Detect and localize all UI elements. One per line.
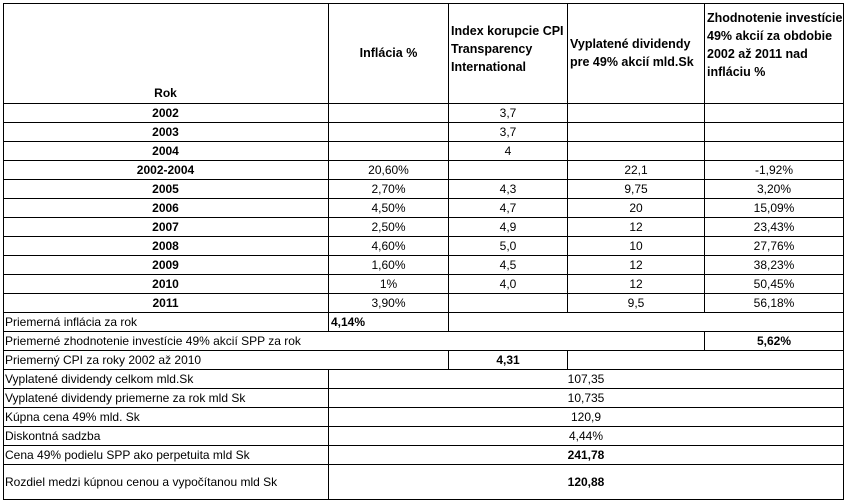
priemerny-cpi-value-text: 4,31: [496, 353, 520, 367]
cell-zhodnotenie-text: 50,45%: [753, 277, 795, 291]
cell-cpi[interactable]: [449, 199, 568, 218]
cell-zhodnotenie[interactable]: [705, 218, 844, 237]
cell-inflacia[interactable]: [329, 218, 449, 237]
cell-inflacia[interactable]: [329, 237, 449, 256]
cell-cpi-text: 4,5: [499, 258, 517, 272]
header-inflacia[interactable]: [329, 3, 449, 104]
cell-rok[interactable]: [3, 256, 329, 275]
cell-zhodnotenie[interactable]: [705, 142, 844, 161]
cell-inflacia-text: 1,60%: [371, 258, 406, 272]
header-dividendy-text: Vyplatené dividendy pre 49% akcií mld.Sk: [570, 37, 694, 69]
cell-rok[interactable]: [3, 123, 329, 142]
cell-inflacia[interactable]: [329, 256, 449, 275]
total-value[interactable]: [329, 427, 844, 446]
cell-cpi-text: 4,7: [499, 201, 517, 215]
cell-zhodnotenie[interactable]: [705, 199, 844, 218]
total-label[interactable]: [3, 446, 329, 465]
total-value[interactable]: [329, 408, 844, 427]
cell-dividendy-text: 9,75: [624, 182, 648, 196]
cell-inflacia[interactable]: [329, 294, 449, 313]
cell-cpi-text: 4: [504, 144, 512, 158]
cell-inflacia-text: 20,60%: [368, 163, 409, 177]
total-label-text: Diskontná sadzba: [5, 429, 101, 443]
cell-dividendy-text: 20: [629, 201, 643, 215]
cell-cpi[interactable]: [449, 104, 568, 123]
cell-rok[interactable]: [3, 294, 329, 313]
cell-dividendy[interactable]: [568, 142, 705, 161]
cell-dividendy[interactable]: [568, 294, 705, 313]
cell-rok-text: 2007: [152, 220, 179, 234]
total-value[interactable]: [329, 389, 844, 408]
priemerny-cpi-value[interactable]: [449, 351, 568, 370]
cell-cpi[interactable]: [449, 275, 568, 294]
cell-dividendy[interactable]: [568, 218, 705, 237]
total-value-text: 241,78: [567, 448, 605, 462]
cell-cpi-text: 5,0: [499, 239, 517, 253]
cell-cpi[interactable]: [449, 294, 568, 313]
cell-cpi[interactable]: [449, 237, 568, 256]
cell-rok-text: 2002-2004: [136, 163, 195, 177]
cell-zhodnotenie[interactable]: [705, 256, 844, 275]
header-cpi-text: Index korupcie CPI Transparency International: [451, 24, 564, 74]
cell-zhodnotenie[interactable]: [705, 104, 844, 123]
priemerne-zhodnotenie-label-text: Priemerné zhodnotenie investície 49% akcií SPP za rok: [5, 334, 301, 348]
cell-cpi-text: 4,0: [499, 277, 517, 291]
cell-rok-text: 2005: [152, 182, 179, 196]
total-value-text: 120,88: [567, 475, 605, 489]
cell-dividendy[interactable]: [568, 275, 705, 294]
priemerna-inflacia-value[interactable]: [329, 313, 449, 332]
total-value-text: 10,735: [567, 391, 605, 405]
header-inflacia-text: Inflácia %: [359, 46, 418, 60]
cell-cpi-text: 4,9: [499, 220, 517, 234]
total-value[interactable]: [329, 446, 844, 465]
total-label-text: Kúpna cena 49% mld. Sk: [5, 410, 140, 424]
cell-inflacia-text: 4,50%: [371, 201, 406, 215]
cell-cpi[interactable]: [449, 180, 568, 199]
priemerny-cpi-label[interactable]: [3, 351, 449, 370]
cell-zhodnotenie[interactable]: [705, 275, 844, 294]
total-value-text: 107,35: [567, 372, 605, 386]
header-rok-text: Rok: [154, 86, 177, 100]
cell-rok[interactable]: [3, 199, 329, 218]
cell-dividendy[interactable]: [568, 237, 705, 256]
cell-dividendy-text: 12: [629, 277, 643, 291]
cell-rok-text: 2009: [152, 258, 179, 272]
cell-zhodnotenie[interactable]: [705, 123, 844, 142]
cell-zhodnotenie-text: 15,09%: [753, 201, 795, 215]
header-cpi[interactable]: [449, 3, 568, 104]
total-label[interactable]: [3, 465, 329, 500]
header-zhodnotenie[interactable]: [705, 3, 844, 104]
total-label[interactable]: [3, 427, 329, 446]
total-label-text: Rozdiel medzi kúpnou cenou a vypočítanou mld Sk: [5, 475, 278, 489]
cell-zhodnotenie[interactable]: [705, 180, 844, 199]
cell-zhodnotenie-text: 3,20%: [756, 182, 792, 196]
cell-zhodnotenie[interactable]: [705, 161, 844, 180]
cell-rok[interactable]: [3, 275, 329, 294]
cell-dividendy[interactable]: [568, 123, 705, 142]
cell-rok[interactable]: [3, 237, 329, 256]
cell-rok[interactable]: [3, 161, 329, 180]
priemerny-cpi-label-text: Priemerný CPI za roky 2002 až 2010: [5, 353, 202, 367]
cell-rok-text: 2004: [152, 144, 179, 158]
cell-cpi-text: 3,7: [499, 106, 517, 120]
cell-cpi[interactable]: [449, 218, 568, 237]
priemerna-inflacia-value-text: 4,14%: [331, 315, 366, 329]
cell-inflacia[interactable]: [329, 199, 449, 218]
total-value[interactable]: [329, 370, 844, 389]
priemerne-zhodnotenie-value[interactable]: [705, 332, 844, 351]
priemerna-inflacia-label[interactable]: [3, 313, 329, 332]
priemerna-inflacia-label-text: Priemerná inflácia za rok: [5, 315, 138, 329]
cell-inflacia-text: 4,60%: [371, 239, 406, 253]
priemerne-zhodnotenie-label[interactable]: [3, 332, 705, 351]
cell-dividendy[interactable]: [568, 180, 705, 199]
cell-zhodnotenie-text: 23,43%: [753, 220, 795, 234]
total-label-text: Vyplatené dividendy celkom mld.Sk: [5, 372, 194, 386]
cell-cpi[interactable]: [449, 123, 568, 142]
cell-inflacia-text: 3,90%: [371, 296, 406, 310]
cell-zhodnotenie-text: 27,76%: [753, 239, 795, 253]
cell-dividendy[interactable]: [568, 256, 705, 275]
cell-inflacia-text: 2,70%: [371, 182, 406, 196]
priemerne-zhodnotenie-value-text: 5,62%: [756, 334, 792, 348]
cell-inflacia-text: 1%: [379, 277, 398, 291]
cell-dividendy[interactable]: [568, 104, 705, 123]
cell-rok-text: 2010: [152, 277, 179, 291]
cell-dividendy-text: 9,5: [627, 296, 645, 310]
cell-inflacia-text: 2,50%: [371, 220, 406, 234]
cell-dividendy[interactable]: [568, 199, 705, 218]
total-value-text: 120,9: [570, 410, 602, 424]
cell-rok[interactable]: [3, 218, 329, 237]
cell-zhodnotenie-text: 56,18%: [753, 296, 795, 310]
cell-inflacia[interactable]: [329, 180, 449, 199]
total-label[interactable]: [3, 370, 329, 389]
cell-rok-text: 2006: [152, 201, 179, 215]
total-value-text: 4,44%: [568, 429, 604, 443]
cell-rok-text: 2011: [152, 296, 179, 310]
cell-rok-text: 2003: [152, 125, 179, 139]
total-label[interactable]: [3, 389, 329, 408]
cell-cpi[interactable]: [449, 142, 568, 161]
total-label-text: Vyplatené dividendy priemerne za rok mld Sk: [5, 391, 246, 405]
cell-dividendy[interactable]: [568, 161, 705, 180]
header-zhodnotenie-text: Zhodnotenie investície 49% akcií za obdobie 2002 až 2011 nad infláciu %: [707, 11, 843, 79]
cell-rok[interactable]: [3, 180, 329, 199]
cell-zhodnotenie[interactable]: [705, 237, 844, 256]
cell-rok[interactable]: [3, 142, 329, 161]
total-value[interactable]: [329, 465, 844, 500]
total-label-text: Cena 49% podielu SPP ako perpetuita mld Sk: [5, 448, 250, 462]
cell-dividendy-text: 10: [629, 239, 643, 253]
cell-dividendy-text: 12: [629, 258, 643, 272]
cell-cpi-text: 4,3: [499, 182, 517, 196]
total-label[interactable]: [3, 408, 329, 427]
cell-inflacia[interactable]: [329, 123, 449, 142]
cell-dividendy-text: 22,1: [624, 163, 648, 177]
cell-cpi[interactable]: [449, 161, 568, 180]
header-rok[interactable]: [3, 3, 329, 104]
cell-dividendy-text: 12: [629, 220, 643, 234]
cell-zhodnotenie-text: -1,92%: [754, 163, 794, 177]
empty-cell[interactable]: [449, 313, 844, 332]
cell-inflacia[interactable]: [329, 275, 449, 294]
cell-cpi-text: 3,7: [499, 125, 517, 139]
cell-inflacia[interactable]: [329, 104, 449, 123]
cell-inflacia[interactable]: [329, 142, 449, 161]
header-dividendy[interactable]: [568, 3, 705, 104]
cell-zhodnotenie-text: 38,23%: [753, 258, 795, 272]
cell-cpi[interactable]: [449, 256, 568, 275]
empty-cell[interactable]: [568, 351, 844, 370]
cell-rok[interactable]: [3, 104, 329, 123]
cell-zhodnotenie[interactable]: [705, 294, 844, 313]
cell-inflacia[interactable]: [329, 161, 449, 180]
cell-rok-text: 2008: [152, 239, 179, 253]
cell-rok-text: 2002: [152, 106, 179, 120]
